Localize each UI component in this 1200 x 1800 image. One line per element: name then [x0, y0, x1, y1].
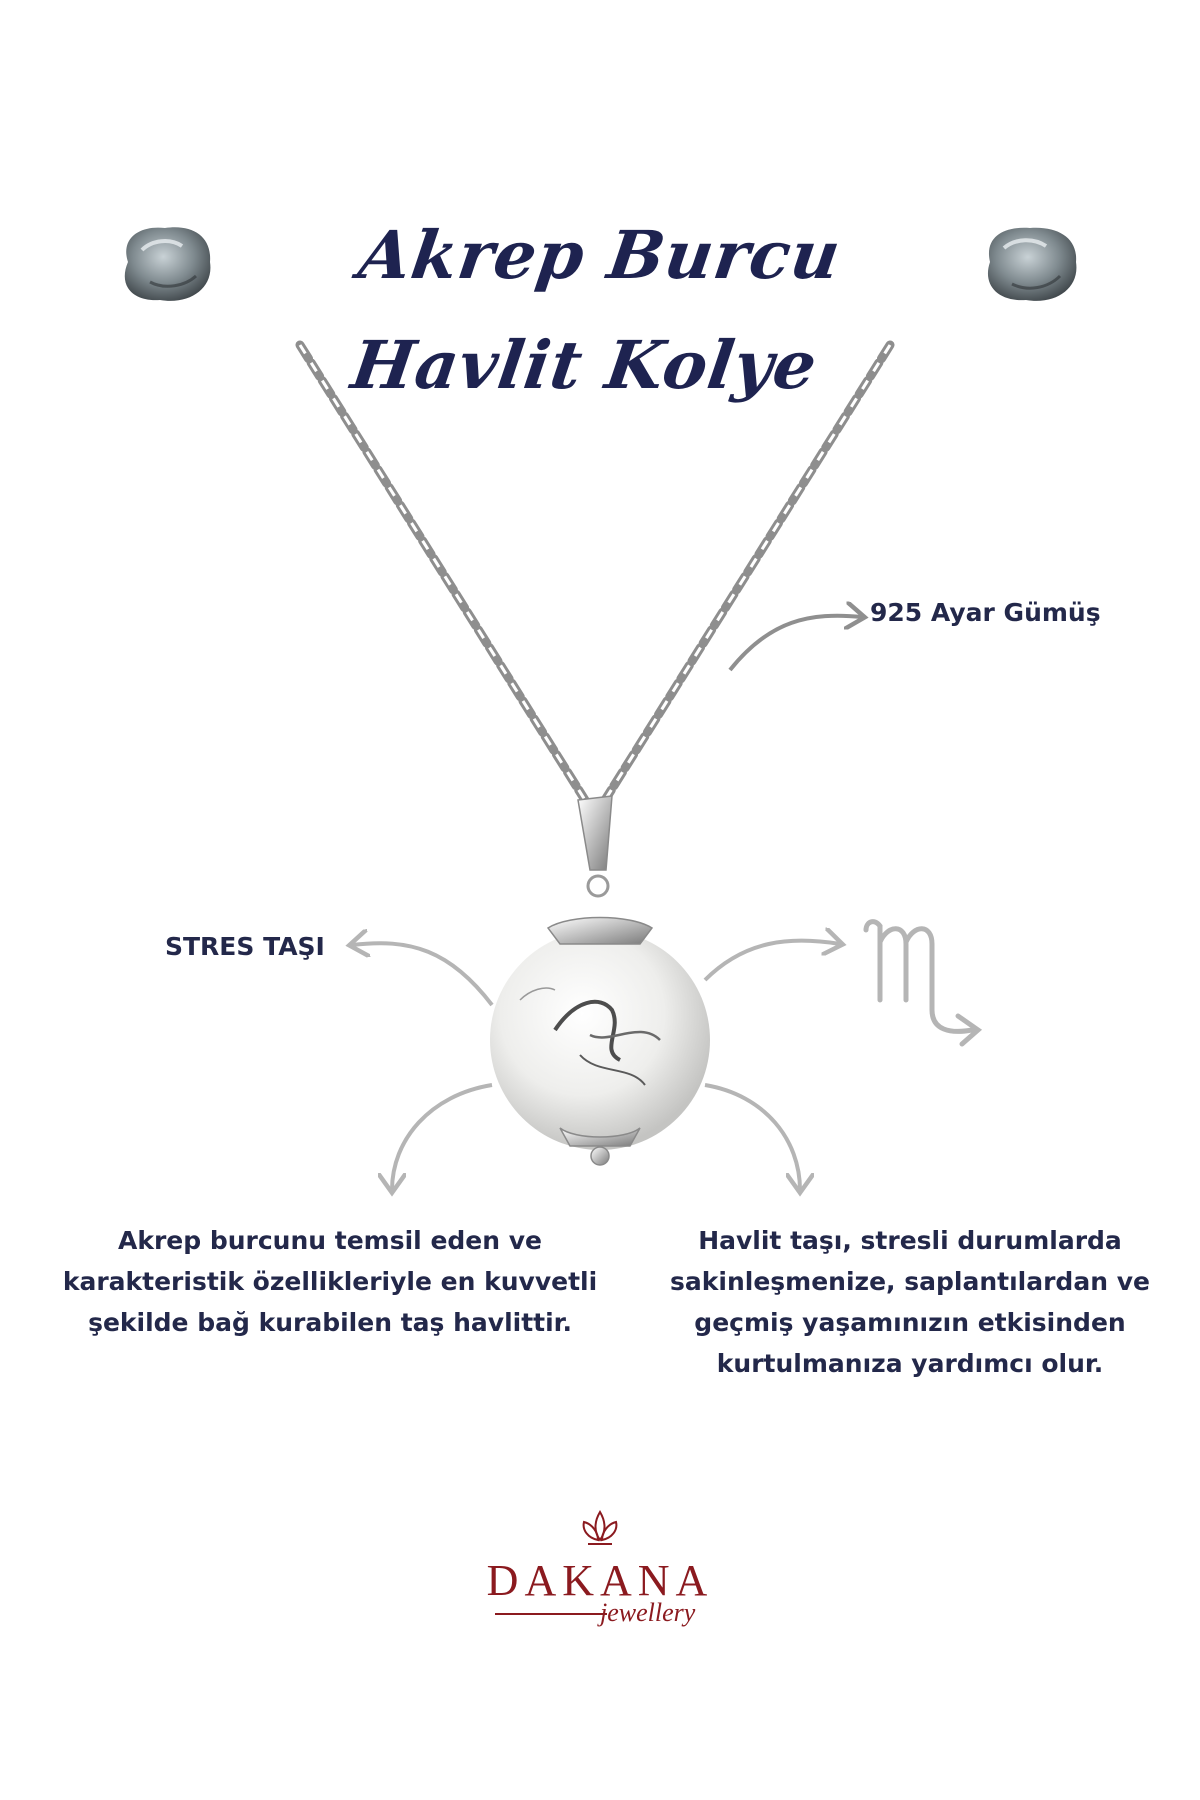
metal-label: 925 Ayar Gümüş	[870, 598, 1101, 627]
lotus-logo-icon	[584, 1512, 617, 1544]
page-title: Akrep Burcu Havlit Kolye	[346, 216, 846, 404]
brand-divider	[495, 1613, 607, 1615]
stress-stone-label: STRES TAŞI	[165, 932, 325, 961]
arrow-to-metal-label	[730, 616, 862, 670]
pendant-bail	[578, 796, 612, 896]
arrow-to-right-description	[705, 1085, 800, 1190]
stone-benefit-description: Havlit taşı, stresli durumlarda sakinleşmenize, saplantılardan ve geçmiş yaşamınızın etkisinden kurtulmanıza yardımcı olur.	[670, 1226, 1150, 1378]
arrow-to-stress-label	[352, 943, 492, 1005]
arrow-to-left-description	[392, 1085, 492, 1190]
zodiac-description: Akrep burcunu temsil eden ve karakteristik özellikleriyle en kuvvetli şekilde bağ kurabilen taş havlittir.	[62, 1226, 598, 1337]
tumbled-stone-icon	[125, 227, 211, 301]
scorpio-zodiac-icon	[866, 922, 978, 1044]
brand-name: DAKANA	[486, 1556, 714, 1605]
arrow-to-zodiac	[705, 941, 840, 980]
tumbled-stone-icon	[988, 228, 1076, 301]
howlite-stone-pendant	[490, 918, 710, 1166]
brand-tagline: jewellery	[600, 1598, 696, 1627]
